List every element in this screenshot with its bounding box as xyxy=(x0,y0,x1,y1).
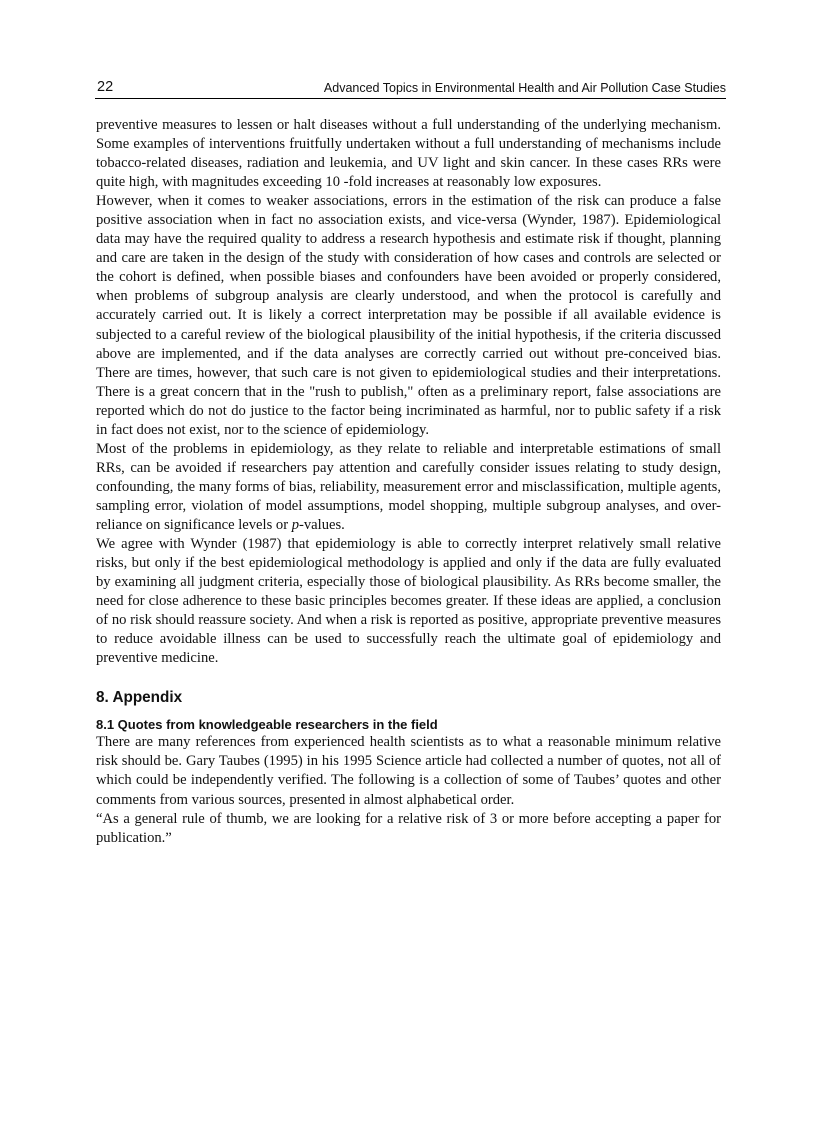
running-header xyxy=(95,79,726,99)
running-title: Advanced Topics in Environmental Health and Air Pollution Case Studies xyxy=(323,81,726,95)
subsection-heading-quotes: 8.1 Quotes from knowledgeable researchers in the field xyxy=(96,717,438,733)
paragraph-problems-in-epidemiology xyxy=(96,440,721,535)
italic-p: p xyxy=(291,516,300,533)
paragraph-preventive-measures: preventive measures to lessen or halt diseases without a full understanding of the underlying mechanism. Some examples of interventions fruitfully undertaken without a full understanding of mechanisms include tobacco-related diseases, radiation and leukemia, and UV light and skin cancer. In these cases RRs were quite high, with magnitudes exceeding 10 -fold increases at reasonably low exposures. xyxy=(96,117,721,191)
paragraph-wynder-agreement: We agree with Wynder (1987) that epidemiology is able to correctly interpret relatively small relative risks, but only if the best epidemiological methodology is applied and only if the data are fully evaluated by examining all judgment criteria, especially those of biological plausibility. As RRs become smaller, the need for close adherence to these basic principles becomes greater. If these ideas are applied, a conclusion of no risk should reassure society. And when a risk is reported as positive, appropriate preventive measures to reduce avoidable illness can be used to successfully reach the ultimate goal of epidemiology and preventive medicine. xyxy=(96,536,721,667)
page-body xyxy=(96,116,721,848)
paragraph-quote: “As a general rule of thumb, we are looking for a relative risk of 3 or more before accepting a paper for publication.” xyxy=(96,810,721,846)
paragraph-weaker-associations: However, when it comes to weaker associations, errors in the estimation of the risk can produce a false positive association when in fact no association exists, and vice-versa (Wynder, 1987). Epidemiological data may have the required quality to address a research hypothesis and estimate risk if thought, planning and care are taken in the design of the study with consideration of how cases and controls are selected or the cohort is defined, when possible biases and confounders have been avoided or properly considered, when problems of subgroup analysis are clearly understood, and when the protocol is carefully and accurately carried out. It is likely a correct interpretation may be possible if all available evidence is subjected to a careful review of the biological plausibility of the initial hypothesis, if the criteria discussed above are implemented, and if the data analyses are correctly carried out without pre-conceived bias. There are times, however, that such care is not given to epidemiological studies and their interpretations. There is a great concern that in the "rush to publish," often as a preliminary report, false associations are reported which do not do justice to the factor being incriminated as harmful, nor to public safety if a risk in fact does not exist, nor to the science of epidemiology. xyxy=(96,193,721,438)
page-number: 22 xyxy=(97,79,114,95)
paragraph-references: There are many references from experienced health scientists as to what a reasonable minimum relative risk should be. Gary Taubes (1995) in his 1995 Science article had collected a number of quotes, not all of which could be independently verified. The following is a collection of some of Taubes’ quotes and other comments from various sources, presented in almost alphabetical order. xyxy=(96,734,721,808)
paragraph-text-end: -values. xyxy=(299,516,345,533)
paragraph-text: Most of the problems in epidemiology, as they relate to reliable and interpretable estimations of small RRs, can be avoided if researchers pay attention and carefully consider issues relating to study design, confounding, the many forms of bias, reliability, measurement error and misclassification, multiple agents, sampling error, violation of model assumptions, model shopping, multiple subgroup analyses, and over-reliance on significance levels or xyxy=(96,440,721,533)
section-heading-appendix: 8. Appendix xyxy=(96,689,183,707)
